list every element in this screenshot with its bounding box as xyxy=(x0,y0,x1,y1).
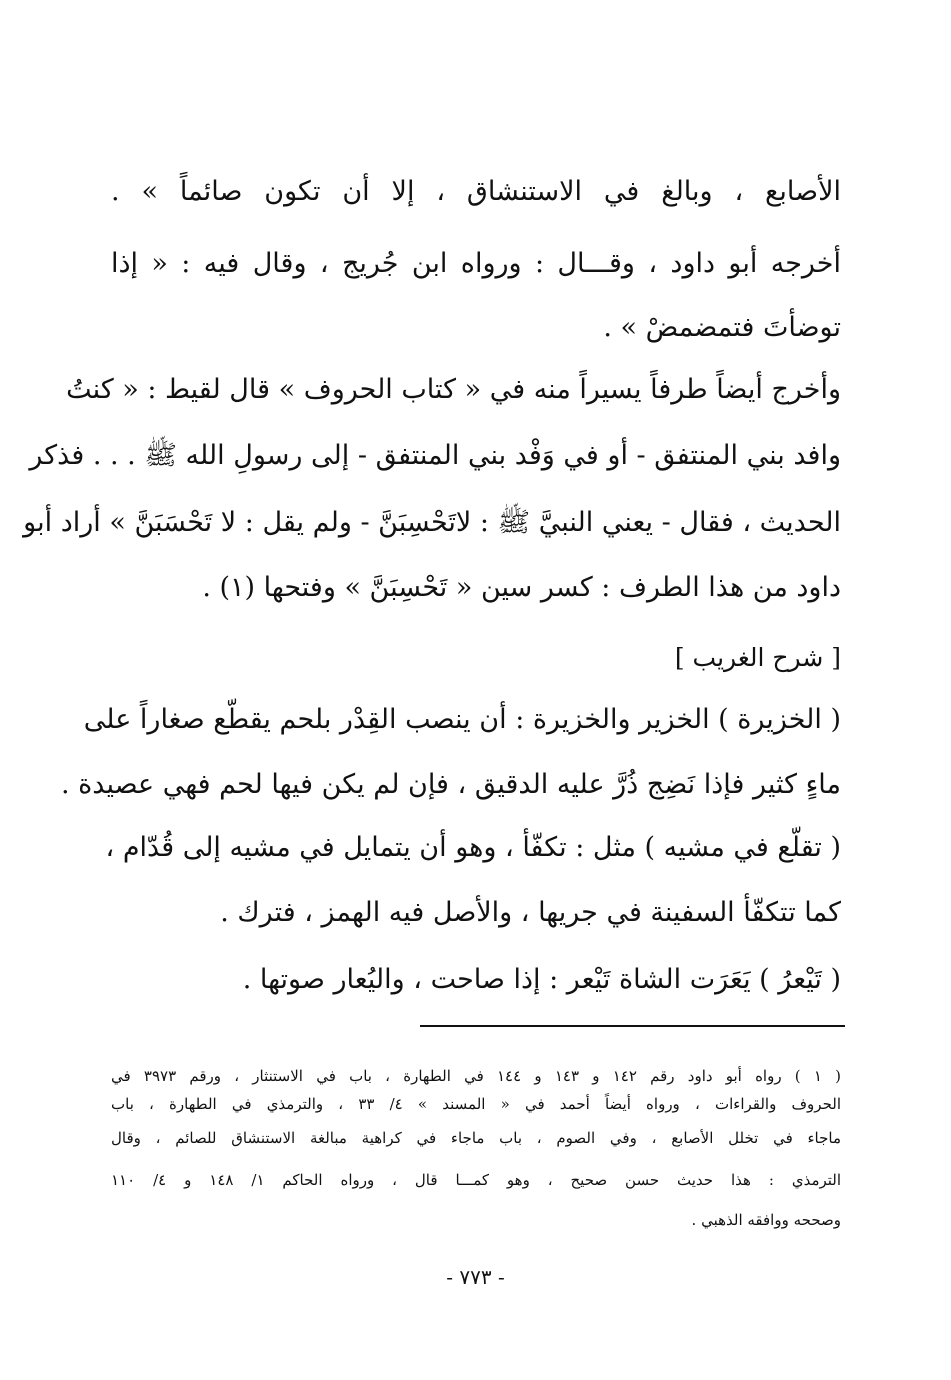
gloss-line-2: ماءٍ كثير فإذا نَضِج ذُرَّ عليه الدقيق ، فإن لم يكن فيها لحم فهي عصيدة . xyxy=(60,769,841,800)
footnote-line-2: الحروف والقراءات ، ورواه أيضاً أحمد في « المسند » ٤/ ٣٣ ، والترمذي في الطهارة ، باب xyxy=(111,1095,841,1113)
footnote-line-5: وصححه ووافقه الذهبي . xyxy=(691,1211,841,1229)
footnote-line-3: ماجاء في تخلل الأصابع ، وفي الصوم ، باب ماجاء في كراهية مبالغة الاستنشاق للصائم ، وقال xyxy=(111,1129,841,1147)
footnote-separator xyxy=(420,1025,845,1027)
body-line-3: توضأتَ فتمضمضْ » . xyxy=(603,312,841,343)
body-line-4: وأخرج أيضاً طرفاً يسيراً منه في « كتاب الحروف » قال لقيط : « كنتُ xyxy=(66,374,841,405)
body-line-2: أخرجه أبو داود ، وقـــال : ورواه ابن جُريج ، وقال فيه : « إذا xyxy=(111,248,841,279)
footnote-line-4: الترمذي : هذا حديث حسن صحيح ، وهو كمـــا قال ، ورواه الحاكم ١/ ١٤٨ و ٤/ ١١٠ xyxy=(111,1171,842,1189)
footnote-line-1: ( ١ ) رواه أبو داود رقم ١٤٢ و ١٤٣ و ١٤٤ في الطهارة ، باب في الاستنثار ، ورقم ٣٩٧٣ في xyxy=(111,1067,842,1085)
section-heading: [ شرح الغريب ] xyxy=(674,643,841,672)
body-line-6: الحديث ، فقال - يعني النبيَّ ﷺ : لاتَحْسِبَنَّ - ولم يقل : لا تَحْسَبَنَّ » أراد أبو xyxy=(23,507,841,538)
body-line-5: وافد بني المنتفق - أو في وَفْد بني المنتفق - إلى رسولِ الله ﷺ . . . فذكر xyxy=(29,440,841,471)
body-line-7: داود من هذا الطرف : كسر سين « تَحْسِبَنَّ » وفتحها (١) . xyxy=(202,572,841,603)
page-number: - ٧٧٣ - xyxy=(446,1265,505,1289)
gloss-line-1: ( الخزيرة ) الخزير والخزيرة : أن ينصب القِدْر بلحم يقطّع صغاراً على xyxy=(83,704,841,735)
gloss-line-4: كما تتكفّأ السفينة في جريها ، والأصل فيه الهمز ، فترك . xyxy=(220,897,841,928)
gloss-line-3: ( تقلّع في مشيه ) مثل : تكفّأ ، وهو أن يتمايل في مشيه إلى قُدّام ، xyxy=(105,832,841,863)
body-line-1: الأصابع ، وبالغ في الاستنشاق ، إلا أن تكون صائماً » . xyxy=(111,176,841,207)
gloss-line-5: ( تَيْعرُ ) يَعَرَت الشاة تَيْعر : إذا صاحت ، واليُعار صوتها . xyxy=(242,964,841,995)
